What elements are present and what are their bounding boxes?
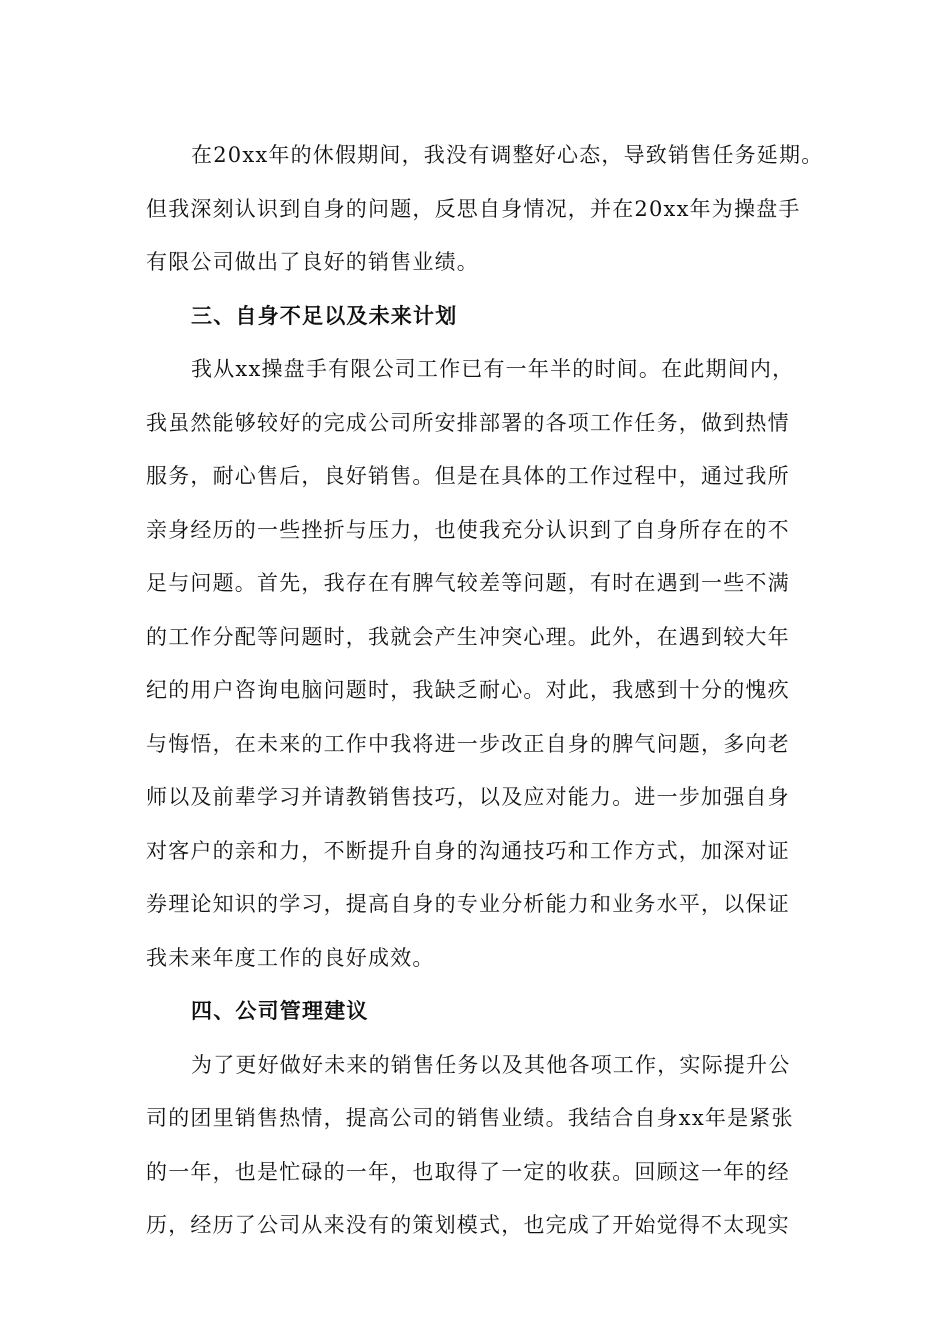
text-line: 师以及前辈学习并请教销售技巧，以及应对能力。进一步加强自身 xyxy=(146,785,790,809)
text-line: 历，经历了公司从来没有的策划模式，也完成了开始觉得不太现实 xyxy=(146,1213,790,1237)
text-line: 对客户的亲和力，不断提升自身的沟通技巧和工作方式，加深对证 xyxy=(146,838,790,863)
text-line: 在20xx年的休假期间，我没有调整好心态，导致销售任务延期。 xyxy=(191,143,824,167)
text-line: 司的团里销售热情，提高公司的销售业绩。我结合自身xx年是紧张 xyxy=(146,1106,794,1130)
document-body xyxy=(146,129,824,1253)
section-heading-management: 四、公司管理建议 xyxy=(191,999,369,1023)
text-line: 的工作分配等问题时，我就会产生冲突心理。此外，在遇到较大年 xyxy=(146,624,790,649)
text-line: 我从xx操盘手有限公司工作已有一年半的时间。在此期间内， xyxy=(191,357,795,381)
section-heading-shortcomings: 三、自身不足以及未来计划 xyxy=(191,303,458,328)
text-line: 纪的用户咨询电脑问题时，我缺乏耐心。对此，我感到十分的愧疚 xyxy=(146,678,790,702)
text-line: 我未来年度工作的良好成效。 xyxy=(146,945,435,970)
paragraph-management xyxy=(146,1039,798,1253)
text-line: 与悔悟，在未来的工作中我将进一步改正自身的脾气问题，多向老 xyxy=(146,731,790,756)
paragraph-vacation xyxy=(146,129,824,290)
text-line: 服务，耐心售后，良好销售。但是在具体的工作过程中，通过我所 xyxy=(146,464,790,488)
text-line: 的一年，也是忙碌的一年，也取得了一定的收获。回顾这一年的经 xyxy=(146,1159,790,1184)
text-line: 为了更好做好未来的销售任务以及其他各项工作，实际提升公 xyxy=(191,1052,791,1077)
text-line: 足与问题。首先，我存在有脾气较差等问题，有时在遇到一些不满 xyxy=(146,571,790,595)
text-line: 有限公司做出了良好的销售业绩。 xyxy=(146,250,479,274)
text-line: 券理论知识的学习，提高自身的专业分析能力和业务水平，以保证 xyxy=(146,892,790,916)
text-line: 我虽然能够较好的完成公司所安排部署的各项工作任务，做到热情 xyxy=(146,410,790,435)
text-line: 但我深刻认识到自身的问题，反思自身情况，并在20xx年为操盘手 xyxy=(146,196,801,221)
paragraph-shortcomings xyxy=(146,343,798,985)
text-line: 亲身经历的一些挫折与压力，也使我充分认识到了自身所存在的不 xyxy=(146,517,790,542)
